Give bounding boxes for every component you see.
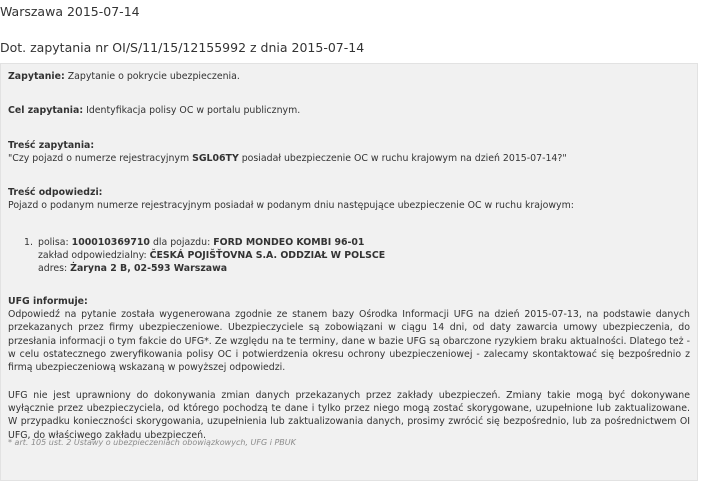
answer-label: Treść odpowiedzi: xyxy=(8,187,103,198)
address-line: adres: Żaryna 2 B, 02-593 Warszawa xyxy=(38,263,228,275)
response-panel xyxy=(0,63,698,481)
ufg-info-paragraph-2: UFG nie jest uprawniony do dokonywania zmian danych przekazanych przez zakłady ubezpieczeń. Zmiany takie mogą być dokonywane wyłącznie przez ubezpieczyciela, od którego pochodzą te dane i tylko przez niego mogą zostać skorygowane, uzupełnione lub zaktualizowane. W przypadku konieczności skorygowania, uzupełnienia lub zaktualizowania danych, prosimy zwrócić się bezpośrednio, lub za pośrednictwem OI UFG, do właściwego zakładu ubezpieczeń. xyxy=(8,390,690,441)
content-text: "Czy pojazd o numerze rejestracyjnym SGL06TY posiadał ubezpieczenie OC w ruchu krajowym na dzień 2015-07-14?" xyxy=(8,153,567,165)
registration-plate: SGL06TY xyxy=(192,153,239,165)
query-row xyxy=(8,70,690,83)
purpose-value: Identyfikacja polisy OC w portalu publicznym. xyxy=(86,105,301,116)
ufg-info-paragraph-1: Odpowiedź na pytanie została wygenerowana zgodnie ze stanem bazy Ośrodka Informacji UFG na dzień 2015-07-13, na podstawie danych przekazanych przez firmy ubezpieczeniowe. Ubezpieczyciele są zobowiązani w ciągu 14 dni, od daty zawarcia umowy ubezpieczenia, do przesłania informacji o tym fakcie do UFG*. Ze względu na te terminy, dane w bazie UFG są obarczone ryzykiem braku aktualności. Dlatego też - w celu ostatecznego zweryfikowania polisy OC i potwierdzenia okresu ochrony ubezpieczeniowej - zalecamy skontaktować się bezpośrednio z firmą ubezpieczeniową wskazaną w powyższej odpowiedzi. xyxy=(8,309,690,374)
vehicle-name: FORD MONDEO KOMBI 96-01 xyxy=(213,237,365,248)
query-value: Zapytanie o pokrycie ubezpieczenia. xyxy=(67,71,240,82)
answer-row xyxy=(8,186,690,212)
insurer-address: Żaryna 2 B, 02-593 Warszawa xyxy=(70,263,228,275)
purpose-row xyxy=(8,104,690,117)
ufg-info-section xyxy=(8,295,690,374)
policy-number: 100010369710 xyxy=(71,237,150,248)
ufg-info-label: UFG informuje: xyxy=(8,296,88,307)
policy-list-item xyxy=(24,236,690,276)
legal-footnote: * art. 105 ust. 2 Ustawy o ubezpieczeniach obowiązkowych, UFG i PBUK xyxy=(8,438,296,447)
content-row xyxy=(8,139,690,165)
policy-details xyxy=(38,236,385,276)
content-label: Treść zapytania: xyxy=(8,140,95,151)
insurer-name: ČESKÁ POJIŠŤOVNA S.A. ODDZIAŁ W POLSCE xyxy=(149,250,386,262)
policy-list-marker: 1. xyxy=(24,237,33,248)
insurer-line: zakład odpowiedzialny: ČESKÁ POJIŠŤOVNA S.A. ODDZIAŁ W POLSCE xyxy=(38,250,386,262)
query-reference: Dot. zapytania nr OI/S/11/15/12155992 z dnia 2015-07-14 xyxy=(0,40,365,55)
document-date: Warszawa 2015-07-14 xyxy=(0,4,140,19)
policy-line: polisa: 100010369710 dla pojazdu: FORD MONDEO KOMBI 96-01 xyxy=(38,237,365,248)
answer-text: Pojazd o podanym numerze rejestracyjnym posiadał w podanym dniu następujące ubezpieczenie OC w ruchu krajowym: xyxy=(8,200,574,212)
query-label: Zapytanie: xyxy=(8,71,65,82)
purpose-label: Cel zapytania: xyxy=(8,105,84,116)
